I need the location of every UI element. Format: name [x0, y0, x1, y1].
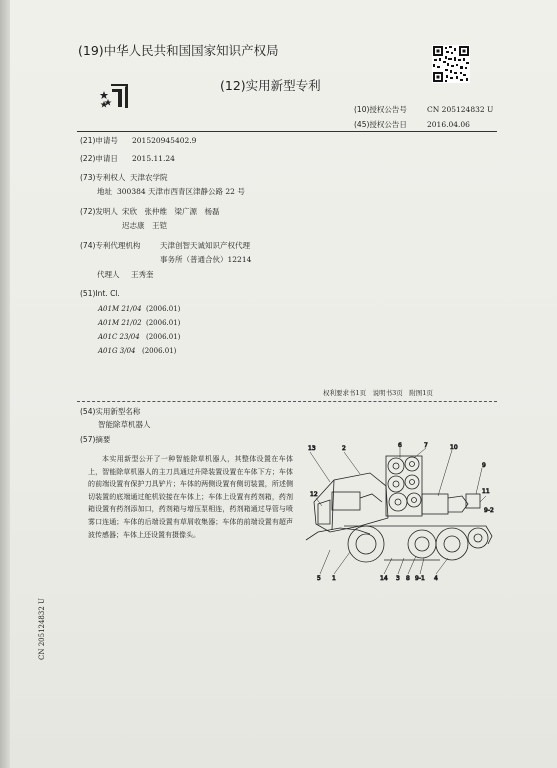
page-count-info: 权利要求书1页 说明书3页 附图1页 — [323, 389, 433, 397]
qr-code — [432, 45, 470, 83]
filing-date-label: (22)申请日 — [80, 154, 118, 163]
application-number: 201520945402.9 — [132, 136, 197, 145]
agency-line-2: 事务所（普通合伙）12214 — [160, 255, 252, 264]
inventors-line-2: 迟志康 王铠 — [122, 221, 167, 230]
int-class-code: A01M 21/04 — [98, 305, 142, 313]
figure-label: 14 — [380, 575, 388, 582]
patentee-label: (73)专利权人 — [80, 173, 126, 182]
int-cl-label: (51)Int. Cl. — [80, 289, 120, 298]
agency-line-1: 天津创智天诚知识产权代理 — [160, 241, 250, 250]
int-class-code: A01C 23/04 — [98, 333, 140, 341]
filing-date: 2015.11.24 — [132, 154, 175, 163]
cnipa-logo — [98, 80, 134, 112]
int-class-version: (2006.01) — [146, 305, 181, 313]
document-type: (12)实用新型专利 — [220, 78, 321, 93]
figure-label: 2 — [342, 445, 346, 452]
section-divider — [77, 401, 497, 402]
figure-label: 5 — [317, 575, 321, 582]
publication-date: 2016.04.06 — [427, 120, 470, 129]
abstract-label: (57)摘要 — [80, 435, 111, 444]
figure-label: 9 — [482, 462, 486, 469]
side-publication-number: CN 205124832 U — [38, 598, 46, 660]
publication-date-label: (45)授权公告日 — [354, 120, 407, 129]
figure-label: 9-2 — [484, 507, 494, 514]
figure-label: 7 — [424, 442, 428, 449]
figure-label: 12 — [310, 491, 318, 498]
int-class-code: A01G 3/04 — [98, 347, 136, 355]
figure-label: 13 — [308, 445, 316, 452]
binding-shadow — [0, 0, 10, 768]
int-class-version: (2006.01) — [142, 347, 177, 355]
figure-label: 10 — [450, 444, 458, 451]
figure-label: 11 — [482, 488, 490, 495]
figure-label: 8 — [406, 575, 410, 582]
utility-model-title: 智能除草机器人 — [98, 420, 151, 429]
inventors-line-1: 宋欣 张仲维 梁广源 杨磊 — [122, 207, 220, 216]
agency-label: (74)专利代理机构 — [80, 241, 141, 250]
header-rule — [77, 131, 497, 132]
abstract-text: 本实用新型公开了一种智能除草机器人，其整体设置在车体上，智能除草机器人的主刀具通过升降装置设置在车体下方；车体的前端设置有保护刀具铲片；车体的两侧设置有侧切装置，所述侧切装置的底端通过舵机铰接在车体上；车体上设置有药剂箱，药剂箱设置有药剂添加口，药剂箱与增压泵相连，药剂箱通过导管与喷雾口连通；车体的后端设置有草屑收集器；车体的前端设置有超声波传感器；车体上还设置有摄像头。 — [88, 455, 293, 539]
figure-label: 3 — [396, 575, 400, 582]
address: 300384 天津市西青区津静公路 22 号 — [117, 187, 245, 196]
figure-label: 1 — [332, 575, 336, 582]
application-number-label: (21)申请号 — [80, 136, 118, 145]
inventors-label: (72)发明人 — [80, 207, 118, 216]
agent-label: 代理人 — [97, 270, 120, 279]
int-class-version: (2006.01) — [146, 319, 181, 327]
int-class-version: (2006.01) — [146, 333, 181, 341]
int-class-code: A01M 21/02 — [98, 319, 142, 327]
publication-number-label: (10)授权公告号 — [354, 105, 407, 114]
publication-number: CN 205124832 U — [427, 105, 494, 114]
country-office: (19)中华人民共和国国家知识产权局 — [78, 43, 279, 58]
patentee: 天津农学院 — [130, 173, 168, 182]
figure-label: 9-1 — [415, 575, 425, 582]
figure-label: 6 — [398, 442, 402, 449]
address-label: 地址 — [97, 187, 112, 196]
agent: 王秀奎 — [131, 270, 154, 279]
utility-model-name-label: (54)实用新型名称 — [80, 407, 141, 416]
figure-label: 4 — [434, 575, 438, 582]
representative-drawing — [300, 440, 505, 582]
